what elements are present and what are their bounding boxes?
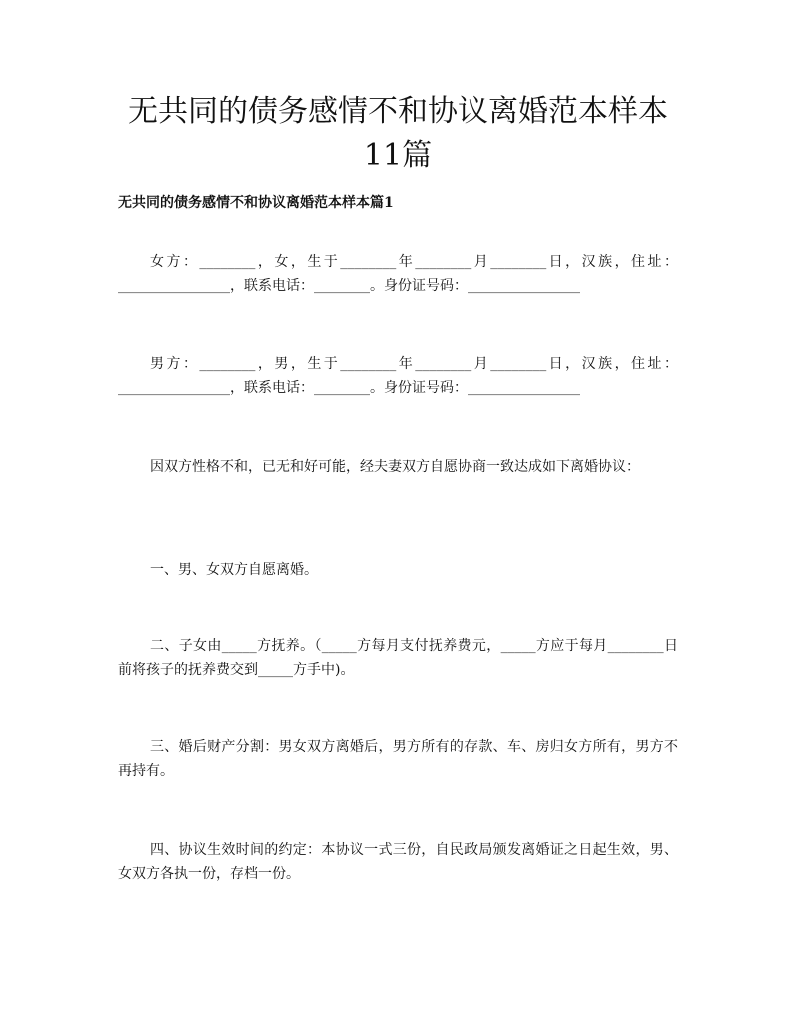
- paragraph-clause-1: 一、男、女双方自愿离婚。: [150, 562, 318, 578]
- paragraph-husband-info: 男方：________，男，生于________年________月________日，汉族，住址：________________，联系电话：________。身份证号码：________________: [118, 356, 678, 396]
- paragraph-clause-4: 四、协议生效时间的约定：本协议一式三份，自民政局颁发离婚证之日起生效，男、女双方各执一份，存档一份。: [118, 842, 678, 882]
- section-heading: 无共同的债务感情不和协议离婚范本样本篇1: [118, 195, 394, 211]
- paragraph-clause-2: 二、子女由_____方抚养。（_____方每月支付抚养费元，_____方应于每月________日前将孩子的抚养费交到_____方手中)。: [118, 638, 678, 678]
- document-title: 无共同的债务感情不和协议离婚范本样本11篇: [128, 94, 668, 173]
- paragraph-clause-3: 三、婚后财产分割：男女双方离婚后，男方所有的存款、车、房归女方所有，男方不再持有。: [118, 739, 678, 779]
- paragraph-wife-info: 女方：________，女，生于________年________月________日，汉族，住址：________________，联系电话：________。身份证号码：________________: [118, 254, 678, 294]
- paragraph-agreement-intro: 因双方性格不和，已无和好可能，经夫妻双方自愿协商一致达成如下离婚协议：: [150, 459, 640, 475]
